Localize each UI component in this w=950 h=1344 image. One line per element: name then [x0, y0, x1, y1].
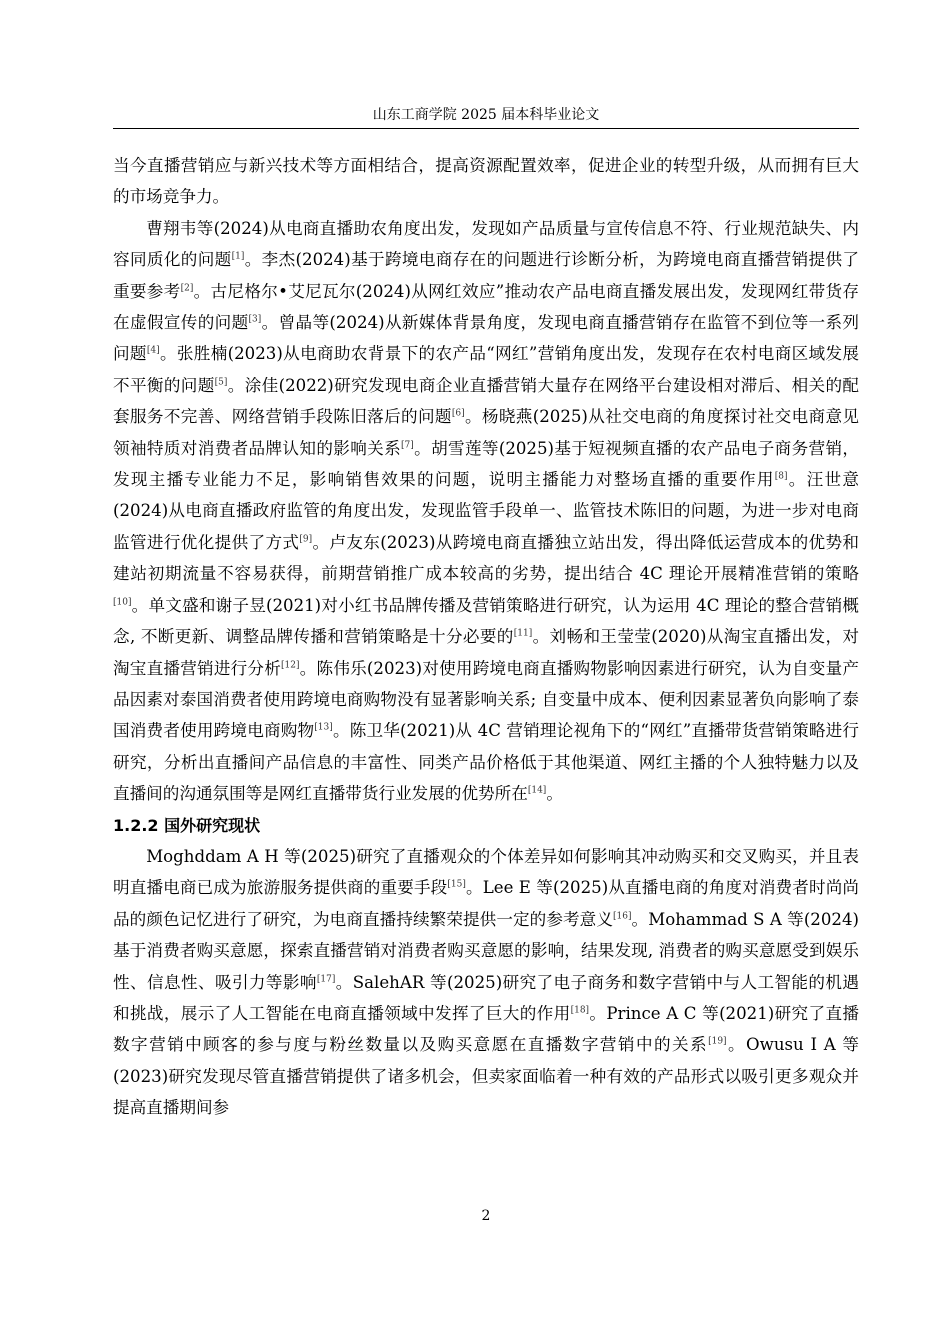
citation-3: [3] — [248, 314, 262, 325]
citation-18: [18] — [570, 1005, 590, 1016]
citation-5: [5] — [214, 377, 228, 388]
sentence: 。曾晶等(2024)从新媒体背景角度，发现电商直播营销存在监管不到位等一系列问题 — [113, 313, 859, 364]
sentence: 。刘畅和王莹莹(2020)从淘宝直播出发，对淘宝直播营销进行分析 — [113, 627, 859, 678]
sentence: 。陈伟乐(2023)对使用跨境电商直播购物影响因素进行研究，认为自变量产品因素对泰国消费者使用跨境电商购物没有显著影响关系; 自变量中成本、便利因素显著负向影响了泰国消费者使用跨境电商购物 — [113, 658, 859, 741]
sentence: 。Owusu I A 等(2023)研究发现尽管直播营销提供了诸多机会，但卖家面临着一种有效的产品形式以吸引更多观众并提高直播期间参 — [113, 1035, 860, 1118]
citation-6: [6] — [451, 408, 465, 419]
paragraph-domestic — [113, 213, 859, 810]
citation-2: [2] — [180, 283, 194, 294]
citation-7: [7] — [401, 440, 414, 451]
citation-14: [14] — [527, 785, 547, 796]
citation-4: [4] — [146, 345, 160, 356]
sentence: 。杨晓燕(2025)从社交电商的角度探讨社交电商意见领袖特质对消费者品牌认知的影响关系 — [113, 407, 859, 458]
citation-12: [12] — [281, 659, 300, 670]
sentence: 。张胜楠(2023)从电商助农背景下的农产品“网红”营销角度出发，发现存在农村电商区域发展不平衡的问题 — [113, 344, 859, 395]
paragraph-intro: 当今直播营销应与新兴技术等方面相结合，提高资源配置效率，促进企业的转型升级，从而拥有巨大的市场竞争力。 — [113, 156, 859, 207]
sentence: 。Mohammad S A 等(2024)基于消费者购买意愿，探索直播营销对消费者购买意愿的影响，结果发现, 消费者的购买意愿受到娱乐性、信息性、吸引力等影响 — [113, 909, 860, 992]
citation-9: [9] — [299, 534, 313, 545]
sentence: 。单文盛和谢子昱(2021)对小红书品牌传播及营销策略进行研究，认为运用 4C 理论的整合营销概念, 不断更新、调整品牌传播和营销策略是十分必要的 — [113, 595, 859, 647]
citation-16: [16] — [613, 911, 632, 922]
citation-10: [10] — [113, 597, 132, 608]
citation-19: [19] — [708, 1036, 727, 1047]
sentence: 。Lee E 等(2025)从直播电商的角度对消费者时尚尚品的颜色记忆进行了研究，为电商直播持续繁荣提供一定的参考意义 — [113, 878, 860, 929]
sentence: 。李杰(2024)基于跨境电商存在的问题进行诊断分析，为跨境电商直播营销提供了重要参考 — [113, 250, 859, 301]
sentence: 。涂佳(2022)研究发现电商企业直播营销大量存在网络平台建设相对滞后、相关的配套服务不完善、网络营销手段陈旧落后的问题 — [113, 375, 860, 427]
sentence: 。古尼格尔•艾尼瓦尔(2024)从网红效应”推动农产品电商直播发展出发，发现网红带货存在虚假宣传的问题 — [113, 281, 860, 333]
paragraph-foreign — [113, 841, 859, 1124]
sentence: 。卢友东(2023)从跨境电商直播独立站出发，得出降低运营成本的优势和建站初期流量不容易获得，前期营销推广成本较高的劣势，提出结合 4C 理论开展精准营销的策略 — [113, 532, 859, 584]
citation-17: [17] — [316, 974, 336, 985]
body-text — [113, 150, 859, 1124]
citation-13: [13] — [314, 722, 333, 733]
page-number: 2 — [481, 1208, 491, 1224]
section-heading: 1.2.2 国外研究现状 — [113, 815, 261, 835]
running-header: 山东工商学院 2025 届本科毕业论文 — [372, 107, 600, 123]
citation-8: [8] — [774, 471, 788, 482]
sentence: 曹翔韦等(2024)从电商直播助农角度出发，发现如产品质量与宣传信息不符、行业规范缺失、内容同质化的问题 — [113, 218, 859, 270]
sentence: 。汪世意(2024)从电商直播政府监管的角度出发，发现监管手段单一、监管技术陈旧的问题，为进一步对电商监管进行优化提供了方式 — [113, 470, 860, 552]
header-rule — [113, 128, 859, 129]
sentence: 。 — [546, 784, 563, 804]
sentence: 。胡雪莲等(2025)基于短视频直播的农产品电子商务营销，发现主播专业能力不足，影响销售效果的问题，说明主播能力对整场直播的重要作用 — [113, 438, 859, 490]
citation-15: [15] — [447, 879, 466, 890]
sentence: 。陈卫华(2021)从 4C 营销理论视角下的“网红”直播带货营销策略进行研究，分析出直播间产品信息的丰富性、同类产品价格低于其他渠道、网红主播的个人独特魅力以及直播间的沟通氛围等是网红直播带货行业发展的优势所在 — [113, 721, 859, 804]
sentence: 。SalehAR 等(2025)研究了电子商务和数字营销中与人工智能的机遇和挑战，展示了人工智能在电商直播领域中发挥了巨大的作用 — [113, 972, 859, 1023]
sentence: 。Prince A C 等(2021)研究了直播数字营销中顾客的参与度与粉丝数量以及购买意愿在直播数字营销中的关系 — [113, 1003, 859, 1055]
sentence: Moghddam A H 等(2025)研究了直播观众的个体差异如何影响其冲动购买和交叉购买，并且表明直播电商已成为旅游服务提供商的重要手段 — [113, 846, 859, 898]
citation-1: [1] — [231, 251, 245, 262]
citation-11: [11] — [513, 628, 533, 639]
